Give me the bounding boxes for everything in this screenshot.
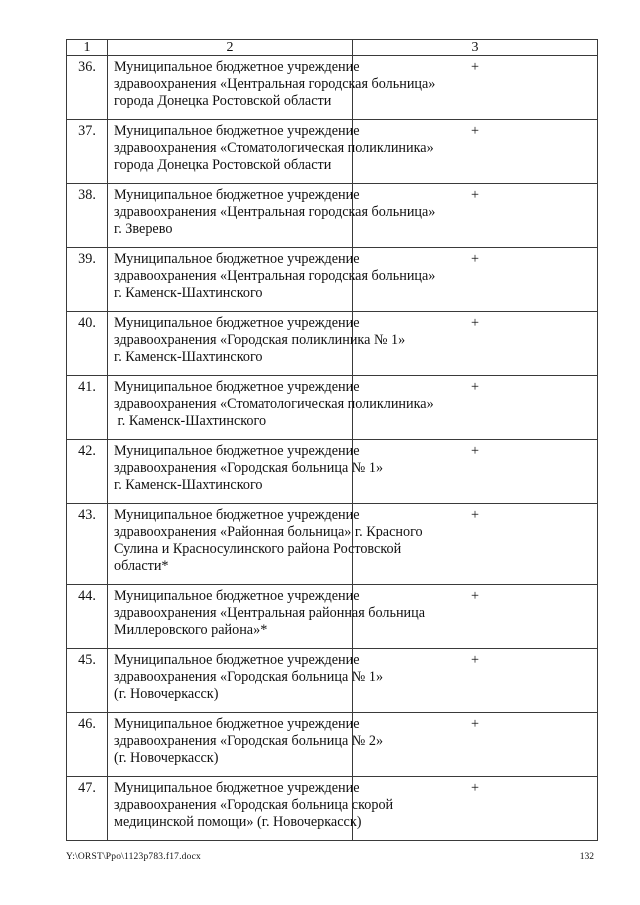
- institution-name-line: Муниципальное бюджетное учреждение: [114, 123, 360, 139]
- row-number: 44.: [78, 588, 96, 604]
- table-body: [67, 40, 598, 841]
- institution-name-line: г. Каменск-Шахтинского: [114, 413, 267, 429]
- plus-mark: +: [470, 251, 479, 267]
- row-number: 39.: [78, 251, 96, 267]
- institution-name-cell: [108, 585, 426, 649]
- row-number: 38.: [78, 187, 96, 203]
- plus-mark: +: [470, 123, 479, 139]
- row-number-cell: [67, 312, 108, 376]
- mark-cell: [353, 440, 598, 504]
- institution-name-line: Муниципальное бюджетное учреждение: [114, 588, 360, 604]
- row-number-cell: [67, 713, 108, 777]
- plus-mark: +: [470, 59, 479, 75]
- institution-name-cell: [108, 184, 436, 248]
- row-number: 41.: [78, 379, 96, 395]
- plus-mark: +: [470, 716, 479, 732]
- institution-name-line: Муниципальное бюджетное учреждение: [114, 780, 360, 796]
- institution-name-line: Миллеровского района»*: [114, 622, 268, 638]
- institution-name-line: здравоохранения «Городская больница № 1»: [114, 669, 384, 685]
- footer-page-number: 132: [579, 852, 594, 862]
- institution-name-line: г. Каменск-Шахтинского: [114, 285, 263, 301]
- mark-cell: [353, 713, 598, 777]
- table-row: [67, 777, 598, 841]
- institution-name-line: здравоохранения «Центральная городская больница»: [114, 76, 436, 92]
- institution-name-line: здравоохранения «Районная больница» г. Красного: [114, 524, 423, 540]
- institution-name-cell: [108, 504, 423, 585]
- plus-mark: +: [470, 588, 479, 604]
- header-cell-name: 2: [108, 40, 353, 56]
- table-row: [67, 376, 598, 440]
- table-row: [67, 312, 598, 376]
- table-row: [67, 56, 598, 120]
- institution-name-line: здравоохранения «Городская больница № 1»: [114, 460, 384, 476]
- institution-name-line: Муниципальное бюджетное учреждение: [114, 443, 360, 459]
- row-number: 45.: [78, 652, 96, 668]
- footer-file-path: Y:\ORST\Ppo\1123p783.f17.docx: [66, 852, 201, 862]
- plus-mark: +: [470, 379, 479, 395]
- header-cell-mark: 3: [353, 40, 598, 56]
- institution-name-line: Муниципальное бюджетное учреждение: [114, 251, 360, 267]
- institution-name-line: здравоохранения «Городская поликлиника № 1»: [114, 332, 406, 348]
- institution-name-cell: [108, 713, 384, 777]
- table-row: [67, 585, 598, 649]
- institution-name-line: здравоохранения «Центральная районная больница: [114, 605, 426, 621]
- plus-mark: +: [470, 187, 479, 203]
- institution-name-cell: [108, 56, 436, 120]
- row-number-cell: [67, 649, 108, 713]
- row-number-cell: [67, 120, 108, 184]
- row-number-cell: [67, 56, 108, 120]
- row-number: 46.: [78, 716, 96, 732]
- table-row: [67, 248, 598, 312]
- institution-name-line: Муниципальное бюджетное учреждение: [114, 379, 360, 395]
- institution-name-cell: [108, 440, 384, 504]
- institution-name-cell: [108, 312, 406, 376]
- plus-mark: +: [470, 780, 479, 796]
- row-number: 47.: [78, 780, 96, 796]
- table-header-row: [67, 40, 598, 56]
- institution-name-line: г. Зверево: [114, 221, 173, 237]
- institution-name-line: Муниципальное бюджетное учреждение: [114, 187, 360, 203]
- plus-mark: +: [470, 652, 479, 668]
- row-number-cell: [67, 585, 108, 649]
- institution-name-line: здравоохранения «Городская больница скорой: [114, 797, 394, 813]
- institution-name-cell: [108, 649, 384, 713]
- institution-name-line: Муниципальное бюджетное учреждение: [114, 652, 360, 668]
- institution-name-line: (г. Новочеркасск): [114, 750, 219, 766]
- institutions-table: [66, 39, 598, 841]
- institution-name-line: Сулина и Красносулинского района Ростовской: [114, 541, 402, 557]
- institution-name-line: здравоохранения «Центральная городская больница»: [114, 268, 436, 284]
- institution-name-line: Муниципальное бюджетное учреждение: [114, 507, 360, 523]
- institution-name-line: здравоохранения «Стоматологическая поликлиника»: [114, 396, 434, 412]
- row-number: 42.: [78, 443, 96, 459]
- row-number: 36.: [78, 59, 96, 75]
- plus-mark: +: [470, 443, 479, 459]
- row-number: 37.: [78, 123, 96, 139]
- institution-name-line: медицинской помощи» (г. Новочеркасск): [114, 814, 362, 830]
- institution-name-line: (г. Новочеркасск): [114, 686, 219, 702]
- table-row: [67, 649, 598, 713]
- header-cell-number: 1: [67, 40, 108, 56]
- institution-name-line: здравоохранения «Городская больница № 2»: [114, 733, 384, 749]
- row-number-cell: [67, 376, 108, 440]
- institution-name-line: г. Каменск-Шахтинского: [114, 477, 263, 493]
- table-row: [67, 184, 598, 248]
- row-number-cell: [67, 504, 108, 585]
- table-row: [67, 440, 598, 504]
- plus-mark: +: [470, 315, 479, 331]
- row-number: 40.: [78, 315, 96, 331]
- row-number-cell: [67, 777, 108, 841]
- institution-name-line: Муниципальное бюджетное учреждение: [114, 315, 360, 331]
- row-number: 43.: [78, 507, 96, 523]
- institution-name-line: Муниципальное бюджетное учреждение: [114, 716, 360, 732]
- institution-name-cell: [108, 777, 394, 841]
- table-row: [67, 713, 598, 777]
- institution-name-line: здравоохранения «Стоматологическая поликлиника»: [114, 140, 434, 156]
- institution-name-line: города Донецка Ростовской области: [114, 157, 332, 173]
- plus-mark: +: [470, 507, 479, 523]
- institution-name-cell: [108, 120, 434, 184]
- institution-name-line: г. Каменск-Шахтинского: [114, 349, 263, 365]
- row-number-cell: [67, 248, 108, 312]
- institution-name-line: здравоохранения «Центральная городская больница»: [114, 204, 436, 220]
- institution-name-line: области*: [114, 558, 169, 574]
- institution-name-cell: [108, 248, 436, 312]
- institution-name-line: города Донецка Ростовской области: [114, 93, 332, 109]
- table-row: [67, 120, 598, 184]
- table-row: [67, 504, 598, 585]
- row-number-cell: [67, 440, 108, 504]
- row-number-cell: [67, 184, 108, 248]
- mark-cell: [353, 649, 598, 713]
- institution-name-line: Муниципальное бюджетное учреждение: [114, 59, 360, 75]
- institution-name-cell: [108, 376, 434, 440]
